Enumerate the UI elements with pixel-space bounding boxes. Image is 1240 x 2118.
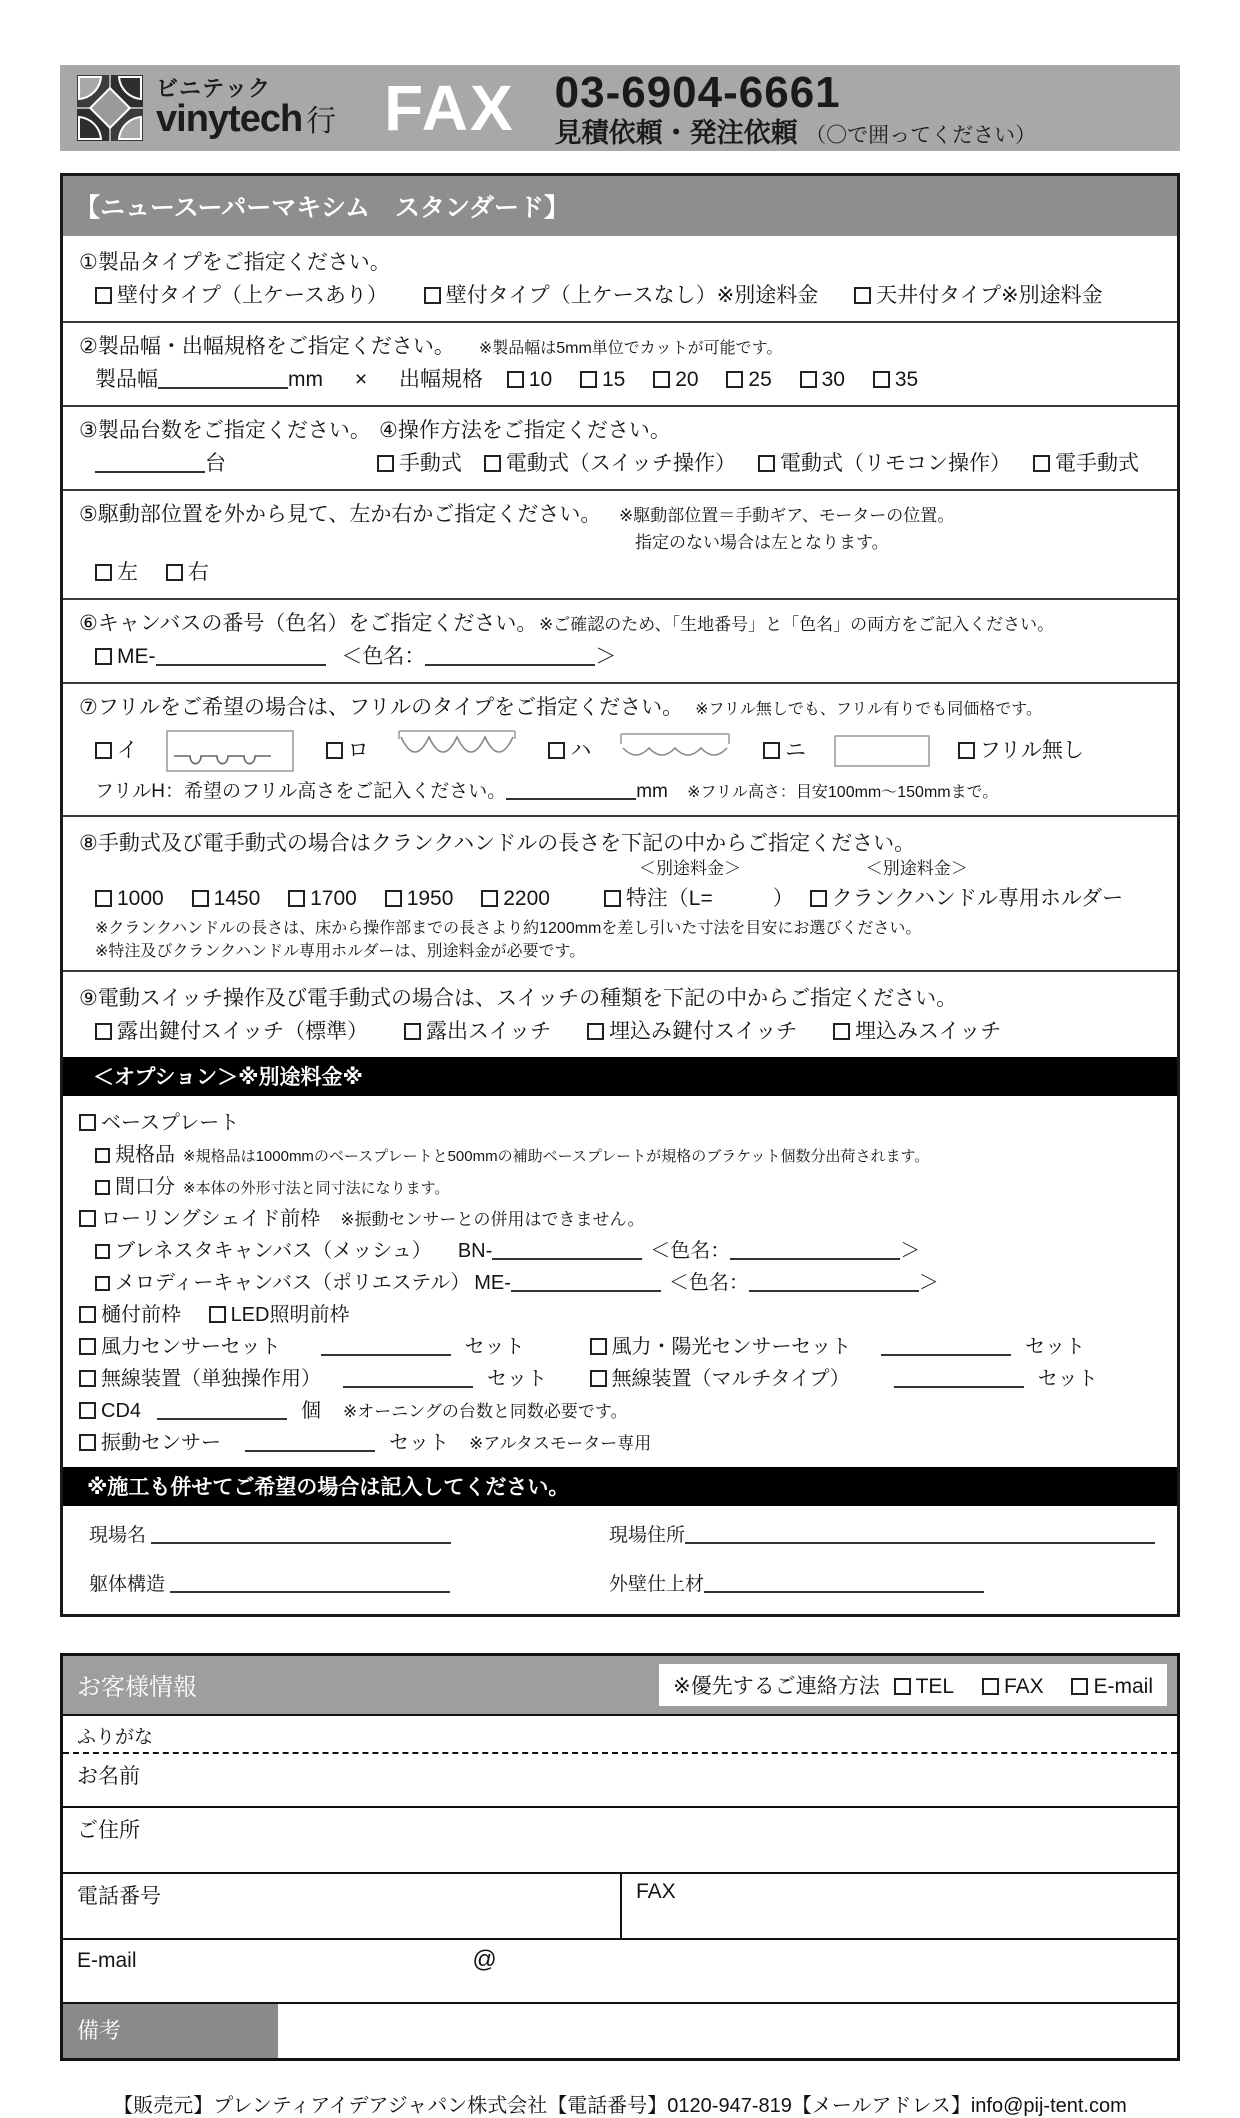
option-label: 10: [528, 368, 553, 391]
brand-name-en: vinytech: [156, 98, 303, 140]
product-order-form: [60, 173, 1180, 1617]
customer-info-table: [60, 1653, 1180, 2061]
option-note: ※規格品は1000mmのベースプレートと500mmの補助ベースプレートが規格のブラケット個数分出荷されます。: [183, 1147, 930, 1165]
checkbox-vibration-sensor[interactable]: [79, 1426, 1161, 1455]
construction-section: [63, 1506, 1177, 1614]
checkbox-wind-sun-sensor[interactable]: [590, 1336, 1086, 1358]
option-label: 35: [894, 368, 919, 391]
option-label: CD4: [101, 1399, 142, 1422]
option-label: クランクハンドル専用ホルダー: [831, 886, 1124, 910]
checkbox-gutter-frame[interactable]: [79, 1304, 181, 1326]
checkbox-wall-type-with-case[interactable]: [95, 284, 388, 307]
canvas-number-field[interactable]: [156, 646, 326, 666]
option-label: 無線装置（マルチタイプ）: [611, 1367, 850, 1390]
checkbox-icon[interactable]: [548, 742, 565, 759]
checkbox-icon[interactable]: [653, 371, 670, 388]
option-label: 1700: [310, 886, 357, 910]
section-q3-q4: [63, 405, 1177, 489]
checkbox-icon[interactable]: [95, 1023, 112, 1040]
address-row[interactable]: [63, 1806, 1177, 1872]
checkbox-icon[interactable]: [590, 1370, 607, 1387]
depth-spec-label: 出幅規格: [398, 368, 483, 391]
option-label: 2200: [503, 886, 550, 910]
construction-section-bar: ※施工も併せてご希望の場合は記入してください。: [63, 1467, 1177, 1506]
checkbox-contact-tel[interactable]: [894, 1675, 955, 1698]
section-q8-crank-handle: [63, 815, 1177, 970]
checkbox-icon[interactable]: [79, 1114, 96, 1131]
checkbox-exposed-key-switch[interactable]: [95, 1020, 368, 1043]
checkbox-frill-type-ro[interactable]: [326, 739, 369, 762]
checkbox-icon[interactable]: [604, 890, 621, 907]
header-bar: [60, 65, 1180, 151]
wall-material-label: 外壁仕上材: [609, 1573, 705, 1595]
option-note: ※本体の外形寸法と同寸法になります。: [183, 1179, 450, 1197]
frill-pattern-ni-icon: [834, 735, 930, 767]
checkbox-contact-email[interactable]: [1071, 1675, 1153, 1698]
checkbox-canvas-me[interactable]: [95, 648, 112, 665]
checkbox-icon[interactable]: [424, 287, 441, 304]
option-label: 振動センサー: [101, 1431, 221, 1454]
checkbox-depth-10[interactable]: [507, 368, 552, 391]
option-label: 特注（L=: [625, 886, 713, 910]
checkbox-depth-35[interactable]: [873, 368, 918, 391]
email-label: E-mail: [77, 1948, 137, 1972]
option-label: 露出スイッチ: [426, 1019, 552, 1043]
checkbox-wireless-multi[interactable]: [590, 1368, 1098, 1390]
checkbox-icon[interactable]: [587, 1023, 604, 1040]
checkbox-frill-type-ni[interactable]: [763, 739, 806, 762]
frill-height-note: ※フリル高さ：目安100mm〜150mmまで。: [687, 784, 999, 801]
set-unit: セット: [487, 1367, 547, 1390]
checkbox-icon[interactable]: [404, 1023, 421, 1040]
option-label: 間口分: [115, 1175, 175, 1198]
request-title: 見積依頼・発注依頼: [554, 117, 798, 148]
checkbox-icon[interactable]: [1033, 455, 1050, 472]
checkbox-icon[interactable]: [79, 1434, 96, 1451]
option-label: 風力センサーセット: [101, 1335, 281, 1358]
checkbox-icon[interactable]: [894, 1678, 911, 1695]
q7-note: ※フリル無しでも、フリル有りでも同価格です。: [695, 701, 1042, 718]
checkbox-electric-switch[interactable]: [484, 447, 736, 477]
option-label: 樋付前枠: [101, 1303, 181, 1326]
option-label: 壁付タイプ（上ケースなし）※別途料金: [445, 284, 819, 307]
fax-label: FAX: [384, 72, 515, 144]
remarks-row: [63, 2002, 1177, 2058]
option-label: 壁付タイプ（上ケースあり）: [117, 284, 388, 307]
structure-label: 躯体構造: [89, 1573, 166, 1595]
option-label: メロディーキャンバス（ポリエステル）: [115, 1271, 471, 1294]
checkbox-icon[interactable]: [1071, 1678, 1088, 1695]
checkbox-icon[interactable]: [590, 1338, 607, 1355]
option-label: LED照明前枠: [230, 1303, 350, 1326]
site-name-field[interactable]: [151, 1524, 451, 1544]
checkbox-brenesta-canvas[interactable]: [79, 1234, 1161, 1263]
checkbox-icon[interactable]: [763, 742, 780, 759]
checkbox-icon[interactable]: [377, 455, 394, 472]
checkbox-crank-1950[interactable]: [385, 887, 454, 910]
furigana-row[interactable]: [63, 1714, 1177, 1754]
checkbox-icon[interactable]: [288, 890, 305, 907]
option-label: イ: [117, 738, 138, 762]
furigana-label: ふりがな: [77, 1726, 154, 1748]
option-label: 電動式（リモコン操作）: [780, 452, 1011, 475]
frill-pattern-i-icon: [166, 730, 294, 772]
frill-pattern-ha-icon: [619, 732, 731, 770]
frill-height-field[interactable]: [506, 780, 636, 800]
option-label: 30: [821, 368, 845, 391]
color-open: ＜色名：: [341, 645, 426, 668]
set-unit: セット: [1025, 1335, 1086, 1358]
option-label: ハ: [570, 738, 592, 762]
brand-name-jp: ビニテック: [156, 76, 272, 101]
checkbox-icon[interactable]: [95, 1244, 110, 1259]
site-address-group: [609, 1520, 1155, 1547]
checkbox-icon[interactable]: [833, 1023, 850, 1040]
section-q6-canvas: [63, 598, 1177, 682]
q8-label: ⑧手動式及び電手動式の場合はクランクハンドルの長さを下記の中からご指定ください。: [79, 832, 916, 855]
brand-suffix: 行: [306, 105, 337, 138]
melody-number-field[interactable]: [511, 1272, 661, 1292]
option-label: 天井付タイプ※別途料金: [876, 284, 1103, 307]
product-width-label: 製品幅: [95, 368, 158, 391]
checkbox-electric-manual[interactable]: [1033, 447, 1139, 477]
vinytech-logo-icon: [74, 72, 146, 144]
option-label: フリル無し: [979, 738, 1084, 762]
set-unit: セット: [1037, 1367, 1098, 1390]
checkbox-depth-15[interactable]: [580, 368, 625, 391]
option-label: 風力・陽光センサーセット: [611, 1335, 852, 1358]
request-note: （〇で囲ってください）: [805, 123, 1037, 147]
set-unit: セット: [389, 1431, 449, 1454]
option-label: 1950: [406, 886, 454, 910]
q5-note2: 指定のない場合は左となります。: [635, 533, 889, 552]
checkbox-cd4[interactable]: [79, 1394, 1161, 1423]
checkbox-melody-canvas[interactable]: [79, 1266, 1161, 1295]
option-note: ※振動センサーとの併用はできません。: [340, 1209, 645, 1229]
checkbox-icon[interactable]: [192, 890, 209, 907]
checkbox-icon[interactable]: [326, 742, 343, 759]
color-open: ＜色名：: [668, 1271, 749, 1294]
remarks-input-area[interactable]: [278, 2004, 1177, 2058]
checkbox-icon[interactable]: [873, 371, 890, 388]
brand-text: [156, 78, 336, 138]
checkbox-crank-holder[interactable]: [810, 887, 1123, 910]
checkbox-wireless-single[interactable]: [79, 1362, 584, 1391]
option-label: 無線装置（単独操作用）: [101, 1367, 321, 1390]
options-section: [63, 1096, 1177, 1467]
email-row[interactable]: [63, 1938, 1177, 2002]
section-q9-switch-type: [63, 970, 1177, 1057]
checkbox-rolling-shade[interactable]: [79, 1202, 1161, 1231]
checkbox-icon[interactable]: [95, 1276, 110, 1291]
melody-color-field[interactable]: [749, 1272, 919, 1292]
checkbox-ceiling-type[interactable]: [854, 284, 1103, 307]
wind-sensor-qty-field[interactable]: [321, 1336, 451, 1356]
checkbox-icon[interactable]: [95, 890, 112, 907]
checkbox-icon[interactable]: [95, 742, 112, 759]
vibration-qty-field[interactable]: [245, 1432, 375, 1452]
cd4-qty-field[interactable]: [157, 1400, 287, 1420]
option-label: ロ: [347, 738, 369, 762]
options-section-bar: ＜オプション＞※別途料金※: [63, 1057, 1177, 1096]
color-close: ＞: [900, 1239, 921, 1262]
section-q5-drive-position: [63, 489, 1177, 598]
wall-material-field[interactable]: [704, 1573, 984, 1593]
option-label: 右: [187, 561, 209, 584]
product-title-bar: 【ニュースーパーマキシム スタンダード】: [63, 176, 1177, 236]
name-row[interactable]: [63, 1754, 1177, 1806]
checkbox-icon[interactable]: [580, 371, 597, 388]
checkbox-manual[interactable]: [377, 447, 462, 477]
phone-label: 電話番号: [77, 1884, 161, 1908]
q8-note2: ※特注及びクランクハンドル専用ホルダーは、別途料金が必要です。: [95, 942, 586, 960]
q3-label: ③製品台数をご指定ください。: [79, 419, 371, 442]
checkbox-icon[interactable]: [95, 564, 112, 581]
option-label: 手動式: [398, 452, 462, 475]
q7-label: ⑦フリルをご希望の場合は、フリルのタイプをご指定ください。: [79, 696, 684, 719]
option-note: ※アルタスモーター専用: [469, 1433, 652, 1453]
site-name-group: [89, 1520, 609, 1547]
checkbox-wind-sensor[interactable]: [79, 1330, 584, 1359]
section-q2-width-depth: [63, 321, 1177, 405]
option-label: TEL: [915, 1674, 955, 1698]
option-label-close: ）: [772, 886, 794, 910]
site-name-label: 現場名: [89, 1524, 147, 1546]
checkbox-icon[interactable]: [79, 1338, 96, 1355]
q6-note: ※ご確認のため、「生地番号」と「色名」の両方をご記入ください。: [539, 615, 1055, 634]
option-label: ローリングシェイド前枠: [101, 1207, 321, 1230]
checkbox-icon[interactable]: [958, 742, 975, 759]
wall-material-group: [609, 1569, 984, 1596]
address-label: ご住所: [77, 1818, 140, 1842]
name-label: お名前: [77, 1764, 140, 1788]
times-symbol: ×: [354, 368, 368, 391]
phone-cell[interactable]: [63, 1874, 620, 1938]
fax-row-label: FAX: [636, 1879, 676, 1903]
checkbox-contact-fax[interactable]: [982, 1675, 1044, 1698]
checkbox-frill-type-i[interactable]: [95, 739, 138, 762]
checkbox-position-right[interactable]: [166, 561, 209, 584]
checkbox-icon[interactable]: [79, 1370, 96, 1387]
checkbox-electric-remote[interactable]: [758, 447, 1011, 477]
q8-note1: ※クランクハンドルの長さは、床から操作部までの長さより約1200mmを差し引いた寸法を目安にお選びください。: [95, 919, 922, 937]
checkbox-crank-1700[interactable]: [288, 887, 357, 910]
checkbox-depth-30[interactable]: [800, 368, 845, 391]
checkbox-flush-switch[interactable]: [833, 1020, 1001, 1043]
checkbox-icon[interactable]: [79, 1402, 96, 1419]
q6-label: ⑥キャンバスの番号（色名）をご指定ください。: [79, 612, 538, 635]
checkbox-position-left[interactable]: [95, 561, 138, 584]
checkbox-icon[interactable]: [982, 1678, 999, 1695]
option-label: 20: [675, 368, 699, 391]
canvas-prefix: ME-: [474, 1271, 511, 1294]
request-type-line: [555, 118, 1037, 148]
vinytech-logo: [74, 72, 146, 144]
wind-sun-qty-field[interactable]: [881, 1336, 1011, 1356]
cd4-unit: 個: [301, 1399, 322, 1422]
checkbox-depth-20[interactable]: [653, 368, 698, 391]
checkbox-icon[interactable]: [209, 1306, 226, 1323]
color-open: ＜色名：: [650, 1239, 731, 1262]
q5-label: ⑤駆動部位置を外から見て、左か右かご指定ください。: [79, 503, 602, 526]
checkbox-icon[interactable]: [166, 564, 183, 581]
fax-info: [555, 68, 1037, 148]
fax-number: 03-6904-6661: [554, 68, 841, 118]
option-label: 埋込みスイッチ: [855, 1019, 1002, 1043]
structure-field[interactable]: [170, 1573, 450, 1593]
at-sign: @: [472, 1945, 497, 1973]
seller-footer: 【販売元】プレンティアイデアジャパン株式会社【電話番号】0120-947-819【メールアドレス】info@pij-tent.com: [113, 2094, 1127, 2117]
q4-label: ④操作方法をご指定ください。: [379, 419, 671, 442]
option-label: 電動式（スイッチ操作）: [505, 452, 736, 475]
checkbox-icon[interactable]: [800, 371, 817, 388]
brenesta-number-field[interactable]: [492, 1240, 642, 1260]
unit-count-unit: 台: [205, 452, 226, 475]
option-note: ※オーニングの台数と同数必要です。: [343, 1401, 628, 1421]
color-close: ＞: [918, 1271, 939, 1294]
q8-fee-note-custom: ＜別途料金＞: [639, 859, 741, 878]
q9-label: ⑨電動スイッチ操作及び電手動式の場合は、スイッチの種類を下記の中からご指定ください。: [79, 986, 958, 1010]
option-label: E-mail: [1093, 1674, 1153, 1698]
site-address-label: 現場住所: [609, 1524, 686, 1546]
option-label: 左: [117, 561, 138, 584]
canvas-color-field[interactable]: [425, 646, 595, 666]
option-label: 1450: [213, 886, 261, 910]
customer-info-title: お客様情報: [77, 1674, 197, 1702]
checkbox-icon[interactable]: [385, 890, 402, 907]
checkbox-wall-type-no-case[interactable]: [424, 284, 819, 307]
q8-fee-note-holder: ＜別途料金＞: [865, 859, 968, 878]
wireless-single-qty-field[interactable]: [343, 1368, 473, 1388]
brenesta-color-field[interactable]: [730, 1240, 900, 1260]
customer-info-header: [63, 1656, 1177, 1714]
frill-height-label: フリルH：希望のフリル高さをご記入ください。: [95, 781, 507, 802]
phone-fax-row: [63, 1872, 1177, 1938]
section-q7-frill: [63, 682, 1177, 815]
canvas-prefix: ME-: [117, 645, 156, 668]
checkbox-led-frame[interactable]: [209, 1304, 350, 1326]
checkbox-depth-25[interactable]: [726, 368, 771, 391]
checkbox-icon[interactable]: [481, 890, 498, 907]
checkbox-icon[interactable]: [484, 455, 501, 472]
preferred-contact-label: ※優先するご連絡方法: [673, 1674, 880, 1698]
checkbox-crank-2200[interactable]: [481, 887, 550, 910]
q5-note1: ※駆動部位置＝手動ギア、モーターの位置。: [619, 506, 955, 525]
q2-note: ※製品幅は5mm単位でカットが可能です。: [478, 340, 783, 357]
fax-cell[interactable]: [620, 1874, 1177, 1938]
site-address-field[interactable]: [685, 1524, 1155, 1544]
option-label: 15: [602, 368, 626, 391]
width-unit: mm: [288, 368, 323, 391]
checkbox-icon[interactable]: [854, 287, 871, 304]
checkbox-icon[interactable]: [758, 455, 775, 472]
checkbox-icon[interactable]: [507, 371, 524, 388]
unit-count-group: [95, 447, 377, 477]
option-label: 埋込み鍵付スイッチ: [609, 1019, 798, 1043]
q1-label: ①製品タイプをご指定ください。: [79, 251, 391, 274]
checkbox-exposed-switch[interactable]: [404, 1020, 551, 1043]
checkbox-baseplate-standard[interactable]: [79, 1138, 1161, 1167]
checkbox-icon[interactable]: [95, 287, 112, 304]
frill-pattern-ro-icon: [397, 729, 517, 773]
option-label: FAX: [1003, 1674, 1044, 1698]
option-label: 規格品: [115, 1143, 175, 1166]
checkbox-frill-type-ha[interactable]: [548, 739, 591, 762]
option-label: 25: [748, 368, 772, 391]
wireless-multi-qty-field[interactable]: [894, 1368, 1024, 1388]
unit-count-field[interactable]: [95, 453, 205, 473]
q2-label: ②製品幅・出幅規格をご指定ください。: [79, 335, 455, 358]
option-label: ベースプレート: [101, 1111, 240, 1134]
checkbox-icon[interactable]: [79, 1210, 96, 1227]
set-unit: セット: [464, 1335, 525, 1358]
remarks-label: 備考: [63, 2004, 278, 2058]
checkbox-crank-1000[interactable]: [95, 887, 164, 910]
product-width-field[interactable]: [158, 369, 288, 389]
option-label: ニ: [785, 738, 807, 762]
color-close: ＞: [595, 645, 617, 668]
checkbox-icon[interactable]: [810, 890, 827, 907]
checkbox-no-frill[interactable]: [958, 739, 1084, 762]
frill-height-unit: mm: [636, 781, 668, 802]
checkbox-baseplate-width[interactable]: [79, 1170, 1161, 1199]
checkbox-icon[interactable]: [79, 1306, 96, 1323]
structure-group: [89, 1569, 609, 1596]
checkbox-crank-custom[interactable]: [604, 887, 794, 910]
checkbox-icon[interactable]: [726, 371, 743, 388]
preferred-contact-box: [659, 1664, 1167, 1706]
option-label: 露出鍵付スイッチ（標準）: [117, 1019, 369, 1043]
canvas-prefix: BN-: [457, 1239, 493, 1262]
option-label: 1000: [117, 886, 164, 910]
checkbox-icon[interactable]: [95, 1180, 110, 1195]
checkbox-baseplate[interactable]: [79, 1106, 1161, 1135]
option-label: ブレネスタキャンバス（メッシュ）: [115, 1239, 432, 1262]
checkbox-icon[interactable]: [95, 1148, 110, 1163]
checkbox-crank-1450[interactable]: [192, 887, 261, 910]
checkbox-flush-key-switch[interactable]: [587, 1020, 797, 1043]
option-label: 電手動式: [1055, 452, 1139, 475]
section-q1-product-type: [63, 236, 1177, 321]
